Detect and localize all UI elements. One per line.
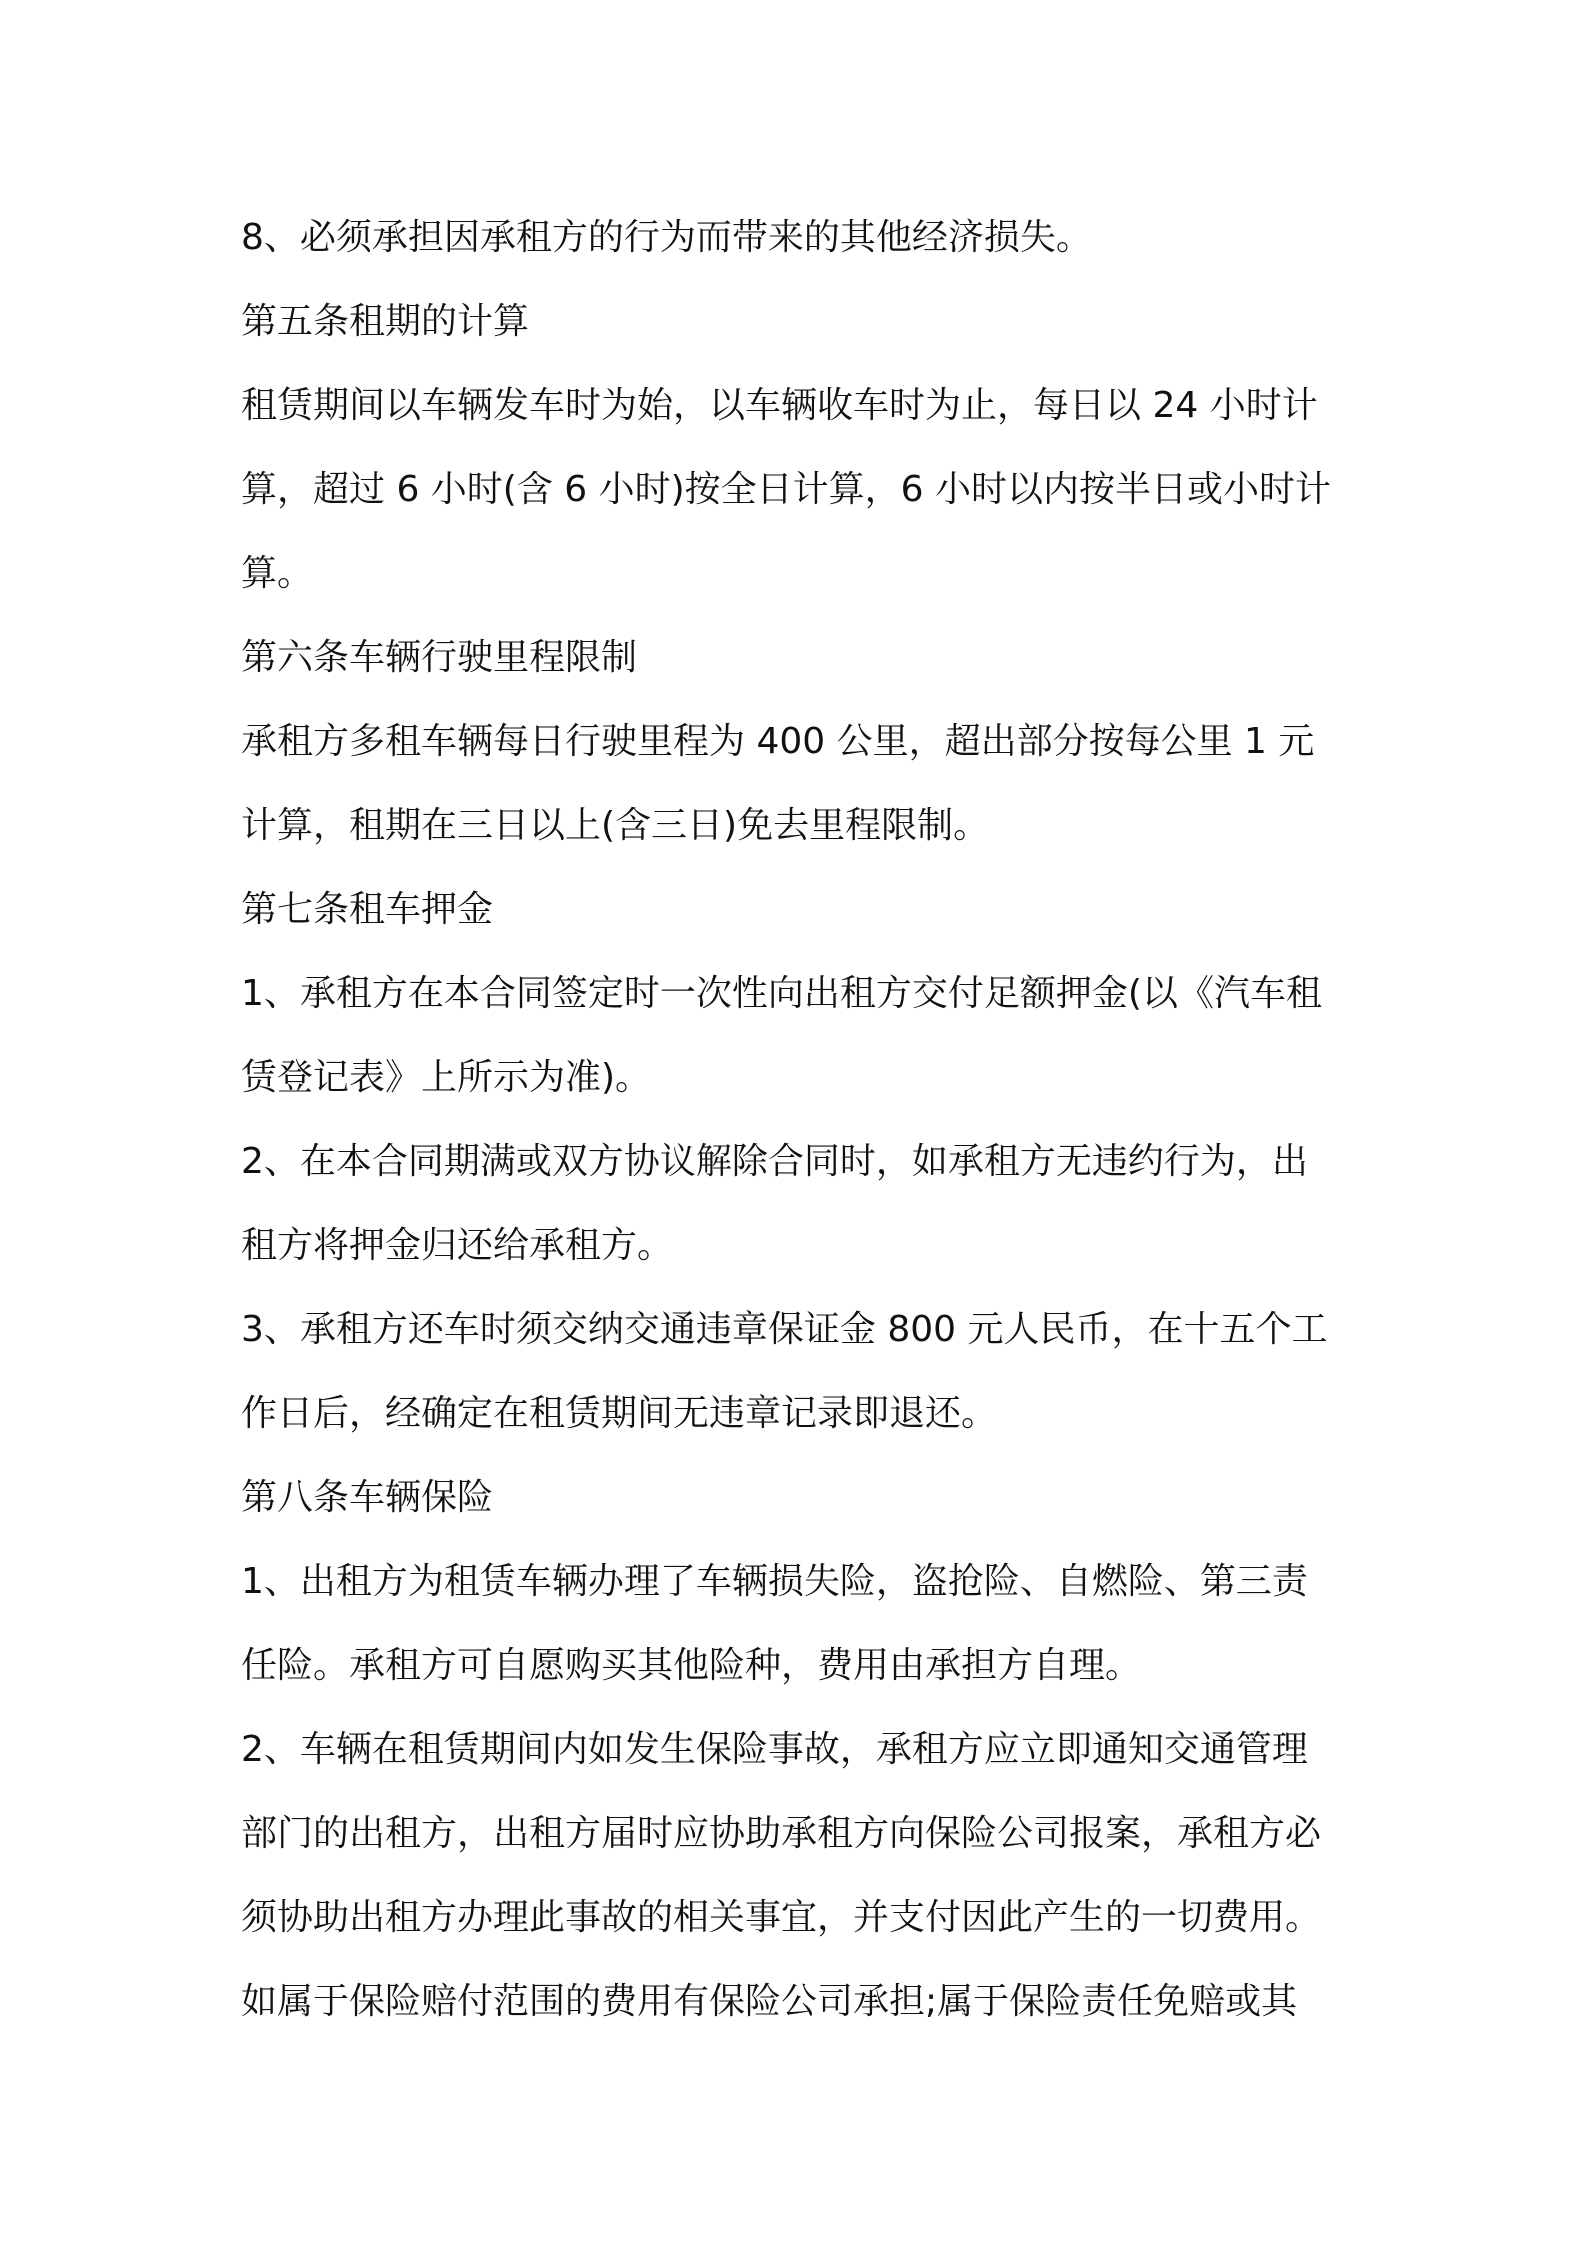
section-heading: 第八条车辆保险 <box>241 1477 494 1518</box>
text-line: 任险。承租方可自愿购买其他险种，费用由承担方自理。 <box>241 1645 1142 1686</box>
section-heading: 第七条租车押金 <box>241 889 494 930</box>
text-line: 8、必须承担因承租方的行为而带来的其他经济损失。 <box>241 217 1092 258</box>
text-line: 赁登记表》上所示为准)。 <box>241 1057 652 1098</box>
text-line: 作日后，经确定在租赁期间无违章记录即退还。 <box>241 1393 998 1434</box>
text-line: 2、在本合同期满或双方协议解除合同时，如承租方无违约行为，出 <box>241 1141 1308 1182</box>
text-line: 须协助出租方办理此事故的相关事宜，并支付因此产生的一切费用。 <box>241 1897 1322 1938</box>
text-line: 3、承租方还车时须交纳交通违章保证金 800 元人民币，在十五个工 <box>241 1309 1328 1350</box>
text-line: 计算，租期在三日以上(含三日)免去里程限制。 <box>241 805 990 846</box>
text-line: 算，超过 6 小时(含 6 小时)按全日计算，6 小时以内按半日或小时计 <box>241 469 1332 510</box>
text-line: 租赁期间以车辆发车时为始，以车辆收车时为止，每日以 24 小时计 <box>241 385 1318 426</box>
text-line: 1、承租方在本合同签定时一次性向出租方交付足额押金(以《汽车租 <box>241 973 1322 1014</box>
text-line: 租方将押金归还给承租方。 <box>241 1225 674 1266</box>
text-line: 承租方多租车辆每日行驶里程为 400 公里，超出部分按每公里 1 元 <box>241 721 1315 762</box>
document-body <box>241 196 1361 2044</box>
text-line: 部门的出租方，出租方届时应协助承租方向保险公司报案，承租方必 <box>241 1813 1322 1854</box>
section-heading: 第六条车辆行驶里程限制 <box>241 637 638 678</box>
text-line: 1、出租方为租赁车辆办理了车辆损失险，盗抢险、自燃险、第三责 <box>241 1561 1308 1602</box>
text-line: 算。 <box>241 553 314 594</box>
text-line: 2、车辆在租赁期间内如发生保险事故，承租方应立即通知交通管理 <box>241 1729 1308 1770</box>
section-heading: 第五条租期的计算 <box>241 301 530 342</box>
text-line: 如属于保险赔付范围的费用有保险公司承担;属于保险责任免赔或其 <box>241 1981 1298 2022</box>
